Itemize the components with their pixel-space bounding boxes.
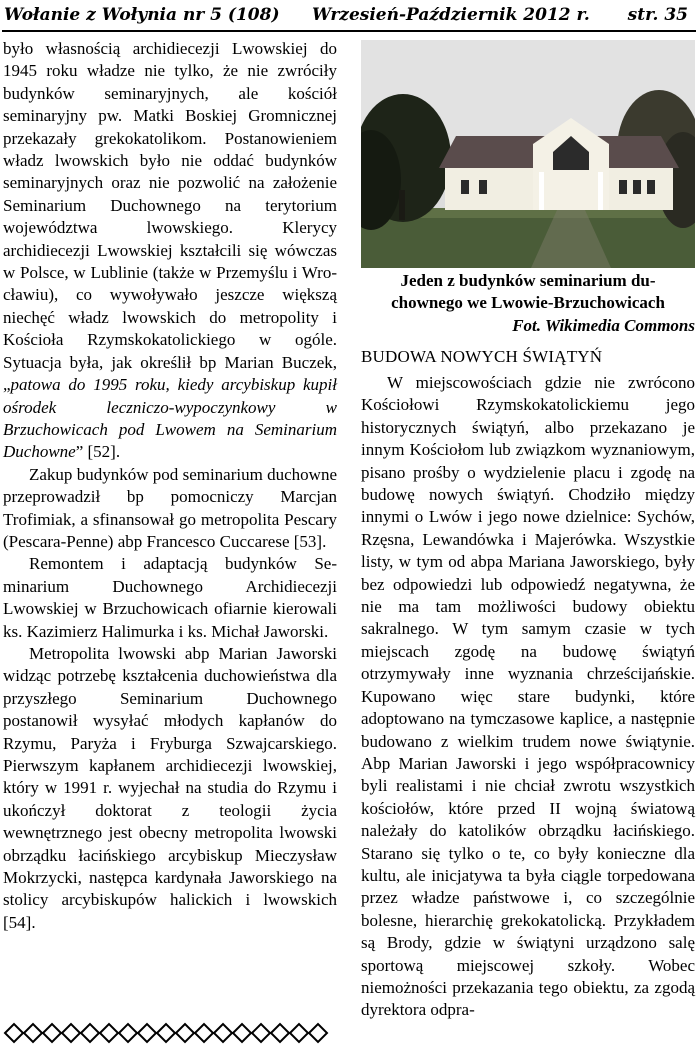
left-column xyxy=(3,38,337,934)
section-heading: BUDOWA NOWYCH ŚWIĄTYŃ xyxy=(361,347,603,366)
paragraph: Zakup budynków pod seminarium duchowne przeprowadził bp pomocniczy Marcjan Trofimiak, a sfinansował go metropolita Pescary (Pescara-Penne) abp Francesco Cuccarese [53]. xyxy=(3,464,337,551)
caption-line: Jeden z budynków seminarium du- xyxy=(400,271,656,290)
caption-line: chownego we Lwowie-Brzuchowicach xyxy=(391,293,665,313)
paragraph: Metropolita lwowski abp Marian Jaworski widząc potrzebę kształcenia duchowieństwa dla przyszłego Seminarium Duchownego postanowił wysyłać młodych kapłanów do Rzymu, Paryża i Fryburga Szwajcarskiego. Pierwszym kapłanem archidiecezji lwowskiej, który w 1991 r. wyjechał na studia do Rzymu i ukończył doktorat z teologii życia wewnętrznego jest obecny metropolita lwowski obrządku łacińskiego arcybiskup Mieczysław Mokrzycki, następca kardynała Jaworskiego na stolicy arcybiskupów halickich i lwowskich [54]. xyxy=(3,643,337,932)
paragraph-text: ” [52]. xyxy=(75,442,121,462)
page-header xyxy=(4,2,694,28)
paragraph: W miejscowościach gdzie nie zwrócono Kościołowi Rzymskokatolickiemu jego historycznych świątyń, albo przekazano je innym Kościołom lub związkom wyznaniowym, pisano prośby o wydzielenie placu i zgodę na budowę nowych świątyń. Chodziło między innymi o Lwów i jego nowe dzielnice: Sychów, Rzęsna, Lewandówka i Majerówka. Wszystkie listy, w tym od abpa Mariana Jaworskiego, były bez odpowiedzi lub odpowiedź negatywna, że nie ma tam możliwości budowy obiektu sakralnego. W tym samym czasie w tych miejscach zgodę na budowę świątyń otrzymywały inne wyznania chrześcijańskie. Kupowano więc stare budynki, które adoptowano na tymczasowe kaplice, a następnie budowano z wielkim trudem nowe świątynie. Abp Marian Jaworski i jego współpracownicy byli realistami i nie chciał zwrotu wszystkich kościołów, które przed II wojną światową należały do katolików obrządku łacińskiego. Starano się tylko o te, co były konieczne dla kultu, ale inicjatywa ta była ciągle torpedowana przez władze państwowe i, co szczególnie bolesne, hierarchię grekokatolicką. Przykładem są Brody, gdzie w świątyni urządzono salę sportową miejscowej szkoły. Wobec niemożności przekazania tego obiektu, za zgodą dyrektora odpra- xyxy=(361,373,695,1020)
paragraph xyxy=(3,38,337,464)
paragraph: Remontem i adaptacją budynków Seminarium Duchownego Archidiecezji Lwowskiej w Brzuchowicach ofiarnie kierowali ks. Kazimierz Halimurka i ks. Michał Jaworski. xyxy=(3,554,337,641)
page-number: str. 35 xyxy=(627,5,688,25)
photo-credit: Fot. Wikimedia Commons xyxy=(512,315,695,335)
quote-text: patowa do 1995 roku, kiedy arcybiskup kupił ośrodek leczniczo-wypoczynkowy w Brzuchowicach pod Lwowem na Seminarium Duchowne xyxy=(3,375,337,462)
ornamental-divider xyxy=(3,1022,337,1044)
seminary-building-photo xyxy=(361,40,695,268)
right-column xyxy=(361,372,695,1022)
header-rule xyxy=(2,30,696,32)
publication-title: Wołanie z Wołynia nr 5 (108) xyxy=(4,5,280,25)
paragraph-text: było własnością archidiecezji Lwowskiej do 1945 roku władze nie tylko, że nie zwróciły budynków seminaryjnych, ale kościół seminaryjny pw. Matki Boskiej Gromnicznej przekazały grekokatolikom. Postanowieniem władz lwowskich było nie oddać budynków seminaryjnych oraz nie pozwolić na założenie Seminarium Duchownego na terytorium województwa lwowskiego. Klerycy archidiecezji Lwowskiej kształcili się wówczas w Polsce, w Lublinie (także w Przemyślu i Wrocławiu), co wywoływało jeszcze większą niechęć władz lwowskich do metropolity i Kościoła Rzymskokatolickiego w ogóle. Sytuacja była, jak określił bp Marian Buczek, „ xyxy=(3,39,337,395)
photo-illustration xyxy=(361,40,695,268)
issue-date: Wrzesień-Październik 2012 r. xyxy=(312,5,590,25)
photo-caption xyxy=(361,270,695,337)
